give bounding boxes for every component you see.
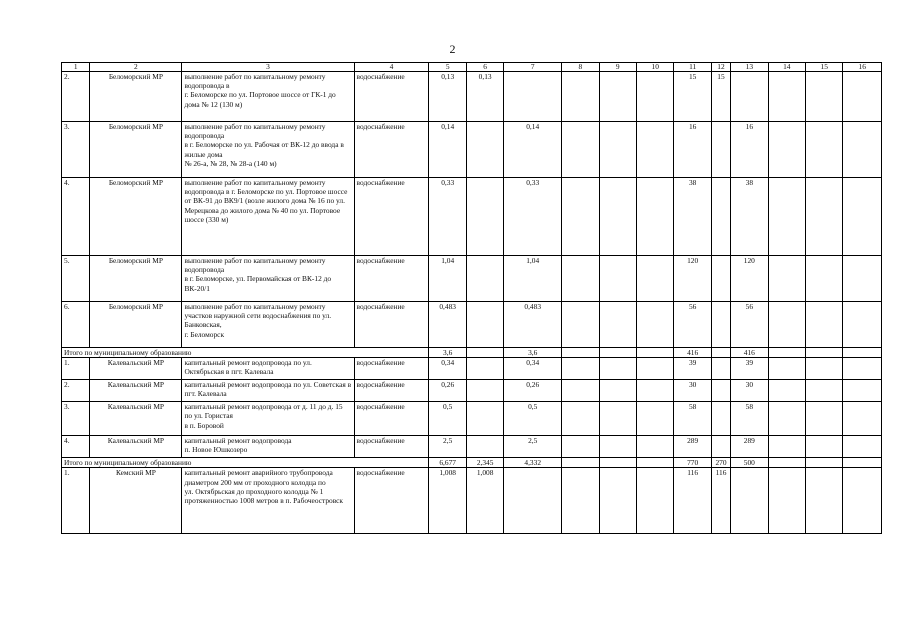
table-cell: 0,33: [429, 178, 466, 256]
table-cell: 1,04: [429, 256, 466, 302]
table-cell: [562, 380, 599, 402]
table-cell: [562, 402, 599, 436]
total-label: Итого по муниципальному образованию: [62, 348, 429, 358]
table-cell: [768, 178, 805, 256]
column-number: 13: [731, 63, 768, 72]
table-cell: 2,345: [466, 458, 503, 468]
table-cell: [636, 380, 673, 402]
table-cell: [711, 122, 730, 178]
table-cell: [768, 358, 805, 380]
table-cell: [806, 468, 843, 534]
table-row: [62, 380, 882, 402]
table-row: [62, 256, 882, 302]
table-cell: [711, 256, 730, 302]
table-cell: [599, 256, 636, 302]
column-number: 14: [768, 63, 805, 72]
table-cell: [466, 380, 503, 402]
work-description: капитальный ремонт водопровода от д. 11 до д. 15 по ул. Гористая в п. Боровой: [182, 402, 354, 436]
table-cell: [636, 436, 673, 458]
column-number: 8: [562, 63, 599, 72]
table-cell: [599, 402, 636, 436]
table-cell: [843, 72, 882, 122]
table-cell: 39: [731, 358, 768, 380]
column-number: 3: [182, 63, 354, 72]
table-cell: 1,008: [429, 468, 466, 534]
table-cell: [636, 468, 673, 534]
header-row: [62, 63, 882, 72]
table-cell: 58: [674, 402, 711, 436]
work-description: капитальный ремонт водопровода по ул. Советская в пгт. Калевала: [182, 380, 354, 402]
work-description: выполнение работ по капитальному ремонту водопровода в г. Беломорске по ул. Портовое шоссе от ГК-1 до дома № 12 (130 м): [182, 72, 354, 122]
row-number: 4.: [62, 178, 90, 256]
table-cell: 116: [711, 468, 730, 534]
table-cell: 0,5: [429, 402, 466, 436]
table-cell: [599, 72, 636, 122]
table-cell: [636, 458, 673, 468]
table-cell: 30: [731, 380, 768, 402]
table-cell: [711, 302, 730, 348]
table-cell: [711, 358, 730, 380]
table-cell: 38: [674, 178, 711, 256]
table-cell: 270: [711, 458, 730, 468]
table-cell: [843, 458, 882, 468]
column-number: 9: [599, 63, 636, 72]
column-number: 12: [711, 63, 730, 72]
table-cell: 56: [674, 302, 711, 348]
table-cell: [562, 302, 599, 348]
district-name: Калевальский МР: [90, 380, 182, 402]
table-cell: [806, 72, 843, 122]
table-cell: 3,6: [504, 348, 562, 358]
table-cell: [562, 436, 599, 458]
column-number: 10: [636, 63, 673, 72]
table-cell: [562, 458, 599, 468]
service-type: водоснабжение: [354, 122, 429, 178]
table-cell: 0,14: [504, 122, 562, 178]
table-cell: [636, 402, 673, 436]
table-cell: 58: [731, 402, 768, 436]
table-cell: [806, 348, 843, 358]
table-cell: [843, 178, 882, 256]
table-cell: 500: [731, 458, 768, 468]
table-cell: 30: [674, 380, 711, 402]
table-cell: 289: [731, 436, 768, 458]
column-number: 16: [843, 63, 882, 72]
service-type: водоснабжение: [354, 402, 429, 436]
column-number: 7: [504, 63, 562, 72]
table-cell: [806, 380, 843, 402]
table-cell: [843, 348, 882, 358]
table-cell: [843, 436, 882, 458]
table-cell: 16: [674, 122, 711, 178]
total-row: [62, 458, 882, 468]
table-cell: [731, 72, 768, 122]
work-description: выполнение работ по капитальному ремонту водопровода в г. Беломорске, ул. Первомайская от ВК-12 до ВК-20/1: [182, 256, 354, 302]
work-description: капитальный ремонт водопровода п. Новое Юшкозеро: [182, 436, 354, 458]
table-cell: [636, 348, 673, 358]
table-cell: 116: [674, 468, 711, 534]
table-cell: [806, 436, 843, 458]
table-cell: [599, 468, 636, 534]
column-number: 15: [806, 63, 843, 72]
table-cell: 1,04: [504, 256, 562, 302]
table-cell: [768, 348, 805, 358]
table-cell: 770: [674, 458, 711, 468]
table-row: [62, 178, 882, 256]
table-cell: [562, 358, 599, 380]
table-cell: [599, 380, 636, 402]
table-cell: [466, 402, 503, 436]
table-cell: [466, 348, 503, 358]
table-cell: [599, 348, 636, 358]
row-number: 3.: [62, 402, 90, 436]
table-cell: [562, 468, 599, 534]
table-cell: 416: [674, 348, 711, 358]
column-number: 6: [466, 63, 503, 72]
table-cell: [504, 468, 562, 534]
table-cell: [843, 256, 882, 302]
table-cell: 0,26: [504, 380, 562, 402]
table-cell: 39: [674, 358, 711, 380]
table-cell: 56: [731, 302, 768, 348]
table-cell: [768, 72, 805, 122]
table-cell: [711, 348, 730, 358]
table-cell: [843, 302, 882, 348]
row-number: 1.: [62, 358, 90, 380]
table-cell: [562, 122, 599, 178]
column-number: 11: [674, 63, 711, 72]
table-cell: [599, 458, 636, 468]
total-label: Итого по муниципальному образованию: [62, 458, 429, 468]
work-description: выполнение работ по капитальному ремонту водопровода в г. Беломорске по ул. Рабочая от ВК-12 до ввода в жилые дома № 26-а, № 28, № 28-а (140 м): [182, 122, 354, 178]
table-cell: [806, 178, 843, 256]
table-cell: 120: [674, 256, 711, 302]
table-cell: 0,34: [504, 358, 562, 380]
table-cell: 0,483: [429, 302, 466, 348]
table-cell: 38: [731, 178, 768, 256]
column-number: 2: [90, 63, 182, 72]
service-type: водоснабжение: [354, 72, 429, 122]
service-type: водоснабжение: [354, 302, 429, 348]
row-number: 1.: [62, 468, 90, 534]
table-cell: [711, 402, 730, 436]
table-cell: [843, 380, 882, 402]
table-cell: [636, 358, 673, 380]
column-number: 4: [354, 63, 429, 72]
service-type: водоснабжение: [354, 178, 429, 256]
table-cell: 1,008: [466, 468, 503, 534]
table-cell: [466, 302, 503, 348]
service-type: водоснабжение: [354, 468, 429, 534]
table-cell: [731, 468, 768, 534]
table-cell: 0,14: [429, 122, 466, 178]
district-name: Калевальский МР: [90, 436, 182, 458]
table-cell: [466, 256, 503, 302]
row-number: 6.: [62, 302, 90, 348]
table-cell: [504, 72, 562, 122]
table-cell: [768, 436, 805, 458]
table-cell: [466, 122, 503, 178]
table-row: [62, 468, 882, 534]
table-cell: 6,677: [429, 458, 466, 468]
table-cell: [768, 468, 805, 534]
row-number: 2.: [62, 380, 90, 402]
service-type: водоснабжение: [354, 380, 429, 402]
district-name: Беломорский МР: [90, 72, 182, 122]
data-table: [61, 62, 882, 534]
table-cell: [843, 358, 882, 380]
table-cell: [768, 380, 805, 402]
table-cell: [806, 122, 843, 178]
table-cell: [843, 122, 882, 178]
table-cell: 120: [731, 256, 768, 302]
table-cell: 416: [731, 348, 768, 358]
service-type: водоснабжение: [354, 436, 429, 458]
table-cell: 16: [731, 122, 768, 178]
table-cell: [599, 436, 636, 458]
table-cell: [636, 72, 673, 122]
district-name: Калевальский МР: [90, 402, 182, 436]
district-name: Беломорский МР: [90, 122, 182, 178]
table-row: [62, 302, 882, 348]
table-cell: [466, 178, 503, 256]
table-cell: [636, 122, 673, 178]
work-description: капитальный ремонт водопровода по ул. Октябрьская в пгт. Калевала: [182, 358, 354, 380]
table-cell: [768, 256, 805, 302]
table-cell: [806, 402, 843, 436]
district-name: Беломорский МР: [90, 178, 182, 256]
table-row: [62, 122, 882, 178]
table-cell: [806, 358, 843, 380]
row-number: 4.: [62, 436, 90, 458]
table-row: [62, 436, 882, 458]
table-cell: [843, 468, 882, 534]
work-description: выполнение работ по капитальному ремонту участков наружной сети водоснабжения по ул. Банковская, г. Беломорск: [182, 302, 354, 348]
district-name: Кемский МР: [90, 468, 182, 534]
table-cell: [806, 458, 843, 468]
table-cell: 0,33: [504, 178, 562, 256]
table-cell: [636, 256, 673, 302]
work-description: выполнение работ по капитальному ремонту водопровода в г. Беломорске по ул. Портовое шоссе от ВК-91 до ВК9/1 (возле жилого дома № 16 по ул. Мерецкова до жилого дома № 40 по ул. Портовое шоссе (330 м): [182, 178, 354, 256]
work-description: капитальный ремонт аварийного трубопровода диаметром 200 мм от проходного колодца по ул. Октябрьская до проходного колодца № 1 протяженностью 1008 метров в п. Рабочеостровск: [182, 468, 354, 534]
table-cell: [768, 122, 805, 178]
table-row: [62, 402, 882, 436]
row-number: 2.: [62, 72, 90, 122]
total-row: [62, 348, 882, 358]
table-cell: 15: [674, 72, 711, 122]
service-type: водоснабжение: [354, 256, 429, 302]
page-number: 2: [449, 42, 456, 56]
table-cell: [843, 402, 882, 436]
table-cell: 0,5: [504, 402, 562, 436]
table-cell: [599, 178, 636, 256]
table-cell: [599, 302, 636, 348]
service-type: водоснабжение: [354, 358, 429, 380]
table-cell: 2,5: [504, 436, 562, 458]
table-cell: [599, 122, 636, 178]
table-cell: 2,5: [429, 436, 466, 458]
table-cell: [466, 436, 503, 458]
table-cell: [636, 178, 673, 256]
table-cell: 289: [674, 436, 711, 458]
column-number: 1: [62, 63, 90, 72]
table-cell: [636, 302, 673, 348]
table-cell: [768, 402, 805, 436]
table-cell: [562, 256, 599, 302]
row-number: 5.: [62, 256, 90, 302]
district-name: Калевальский МР: [90, 358, 182, 380]
table-cell: [562, 178, 599, 256]
column-number: 5: [429, 63, 466, 72]
table-cell: [768, 302, 805, 348]
table-cell: 3,6: [429, 348, 466, 358]
table-cell: [711, 380, 730, 402]
table-cell: 0,483: [504, 302, 562, 348]
district-name: Беломорский МР: [90, 256, 182, 302]
row-number: 3.: [62, 122, 90, 178]
table-row: [62, 358, 882, 380]
table-cell: 0,26: [429, 380, 466, 402]
table-cell: [562, 348, 599, 358]
table-cell: 15: [711, 72, 730, 122]
table-cell: 0,34: [429, 358, 466, 380]
table-cell: [711, 436, 730, 458]
table-cell: [711, 178, 730, 256]
table-cell: [599, 358, 636, 380]
table-cell: [806, 302, 843, 348]
table-cell: 0,13: [466, 72, 503, 122]
table-cell: 4,332: [504, 458, 562, 468]
table-cell: [562, 72, 599, 122]
table-cell: 0,13: [429, 72, 466, 122]
table-row: [62, 72, 882, 122]
table-cell: [806, 256, 843, 302]
table-cell: [466, 358, 503, 380]
district-name: Беломорский МР: [90, 302, 182, 348]
table-cell: [768, 458, 805, 468]
